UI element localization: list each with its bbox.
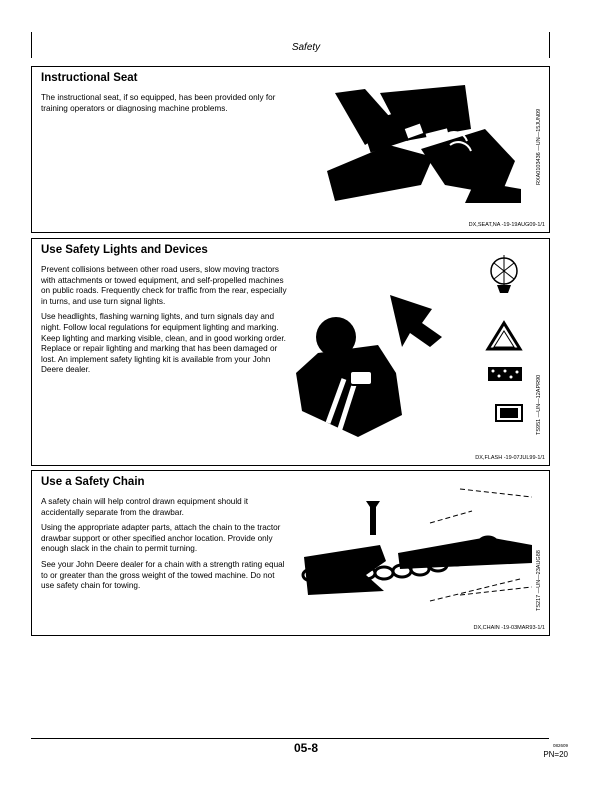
section-safety-lights [31, 238, 550, 466]
beacon-icon [491, 255, 517, 293]
section-safety-chain [31, 470, 550, 636]
reference-code: DX,FLASH -19-07JUL99-1/1 [475, 455, 545, 461]
image-code: TS217 —UN—23AUG88 [536, 550, 542, 611]
image-code: RXA0103436 —UN—15JUN09 [536, 108, 542, 185]
section-body [41, 497, 287, 597]
section-title: Use a Safety Chain [41, 476, 145, 488]
section-title: Instructional Seat [41, 72, 138, 84]
paragraph: Prevent collisions between other road users, slow moving tractors with attachments or towed equipment, and self-propelled machines on public roads. Frequently check for traffic from the rear, especially in turns, and use turn signal lights. [41, 265, 287, 306]
pn-number: PN=20 [543, 750, 568, 759]
instructional-seat-illustration [325, 85, 525, 203]
reference-code: DX,CHAIN -19-03MAR93-1/1 [473, 625, 545, 631]
paragraph: A safety chain will help control drawn equipment should it accidentally separate from the drawbar. [41, 497, 249, 517]
section-instructional-seat [31, 66, 550, 233]
paragraph: Use headlights, flashing warning lights, and turn signals day and night. Follow local regulations for equipment lighting and marking. Keep lighting and marking visible, clean, and in good working order. Replace or repair lighting and marking that has been damaged or lost. An implement safety lighting kit is available from your John Deere dealer. [41, 312, 286, 375]
safety-lights-illustration [292, 251, 532, 447]
slow-moving-vehicle-emblem-icon [488, 323, 520, 349]
paragraph: Using the appropriate adapter parts, attach the chain to the tractor drawbar support or other specified anchor location. Provide only enough slack in the chain to permit turning. [41, 523, 281, 554]
footer-code: 082609 [552, 743, 568, 748]
footer-rule [31, 738, 549, 739]
section-title: Use Safety Lights and Devices [41, 244, 208, 256]
paragraph: See your John Deere dealer for a chain with a strength rating equal to or greater than the gross weight of the towed machine. Do not use safety chain for towing. [41, 559, 285, 591]
paragraph: The instructional seat, if so equipped, has been provided only for training operators or diagnosing machine problems. [41, 93, 276, 113]
safety-chain-illustration [300, 483, 532, 613]
section-body [41, 93, 287, 119]
image-code: TS951 —UN—12APR90 [536, 374, 542, 435]
page-header-title: Safety [291, 42, 321, 53]
page-number: 05-8 [293, 741, 319, 755]
section-body [41, 265, 287, 381]
reference-code: DX,SEAT,NA -19-19AUG09-1/1 [468, 222, 545, 228]
